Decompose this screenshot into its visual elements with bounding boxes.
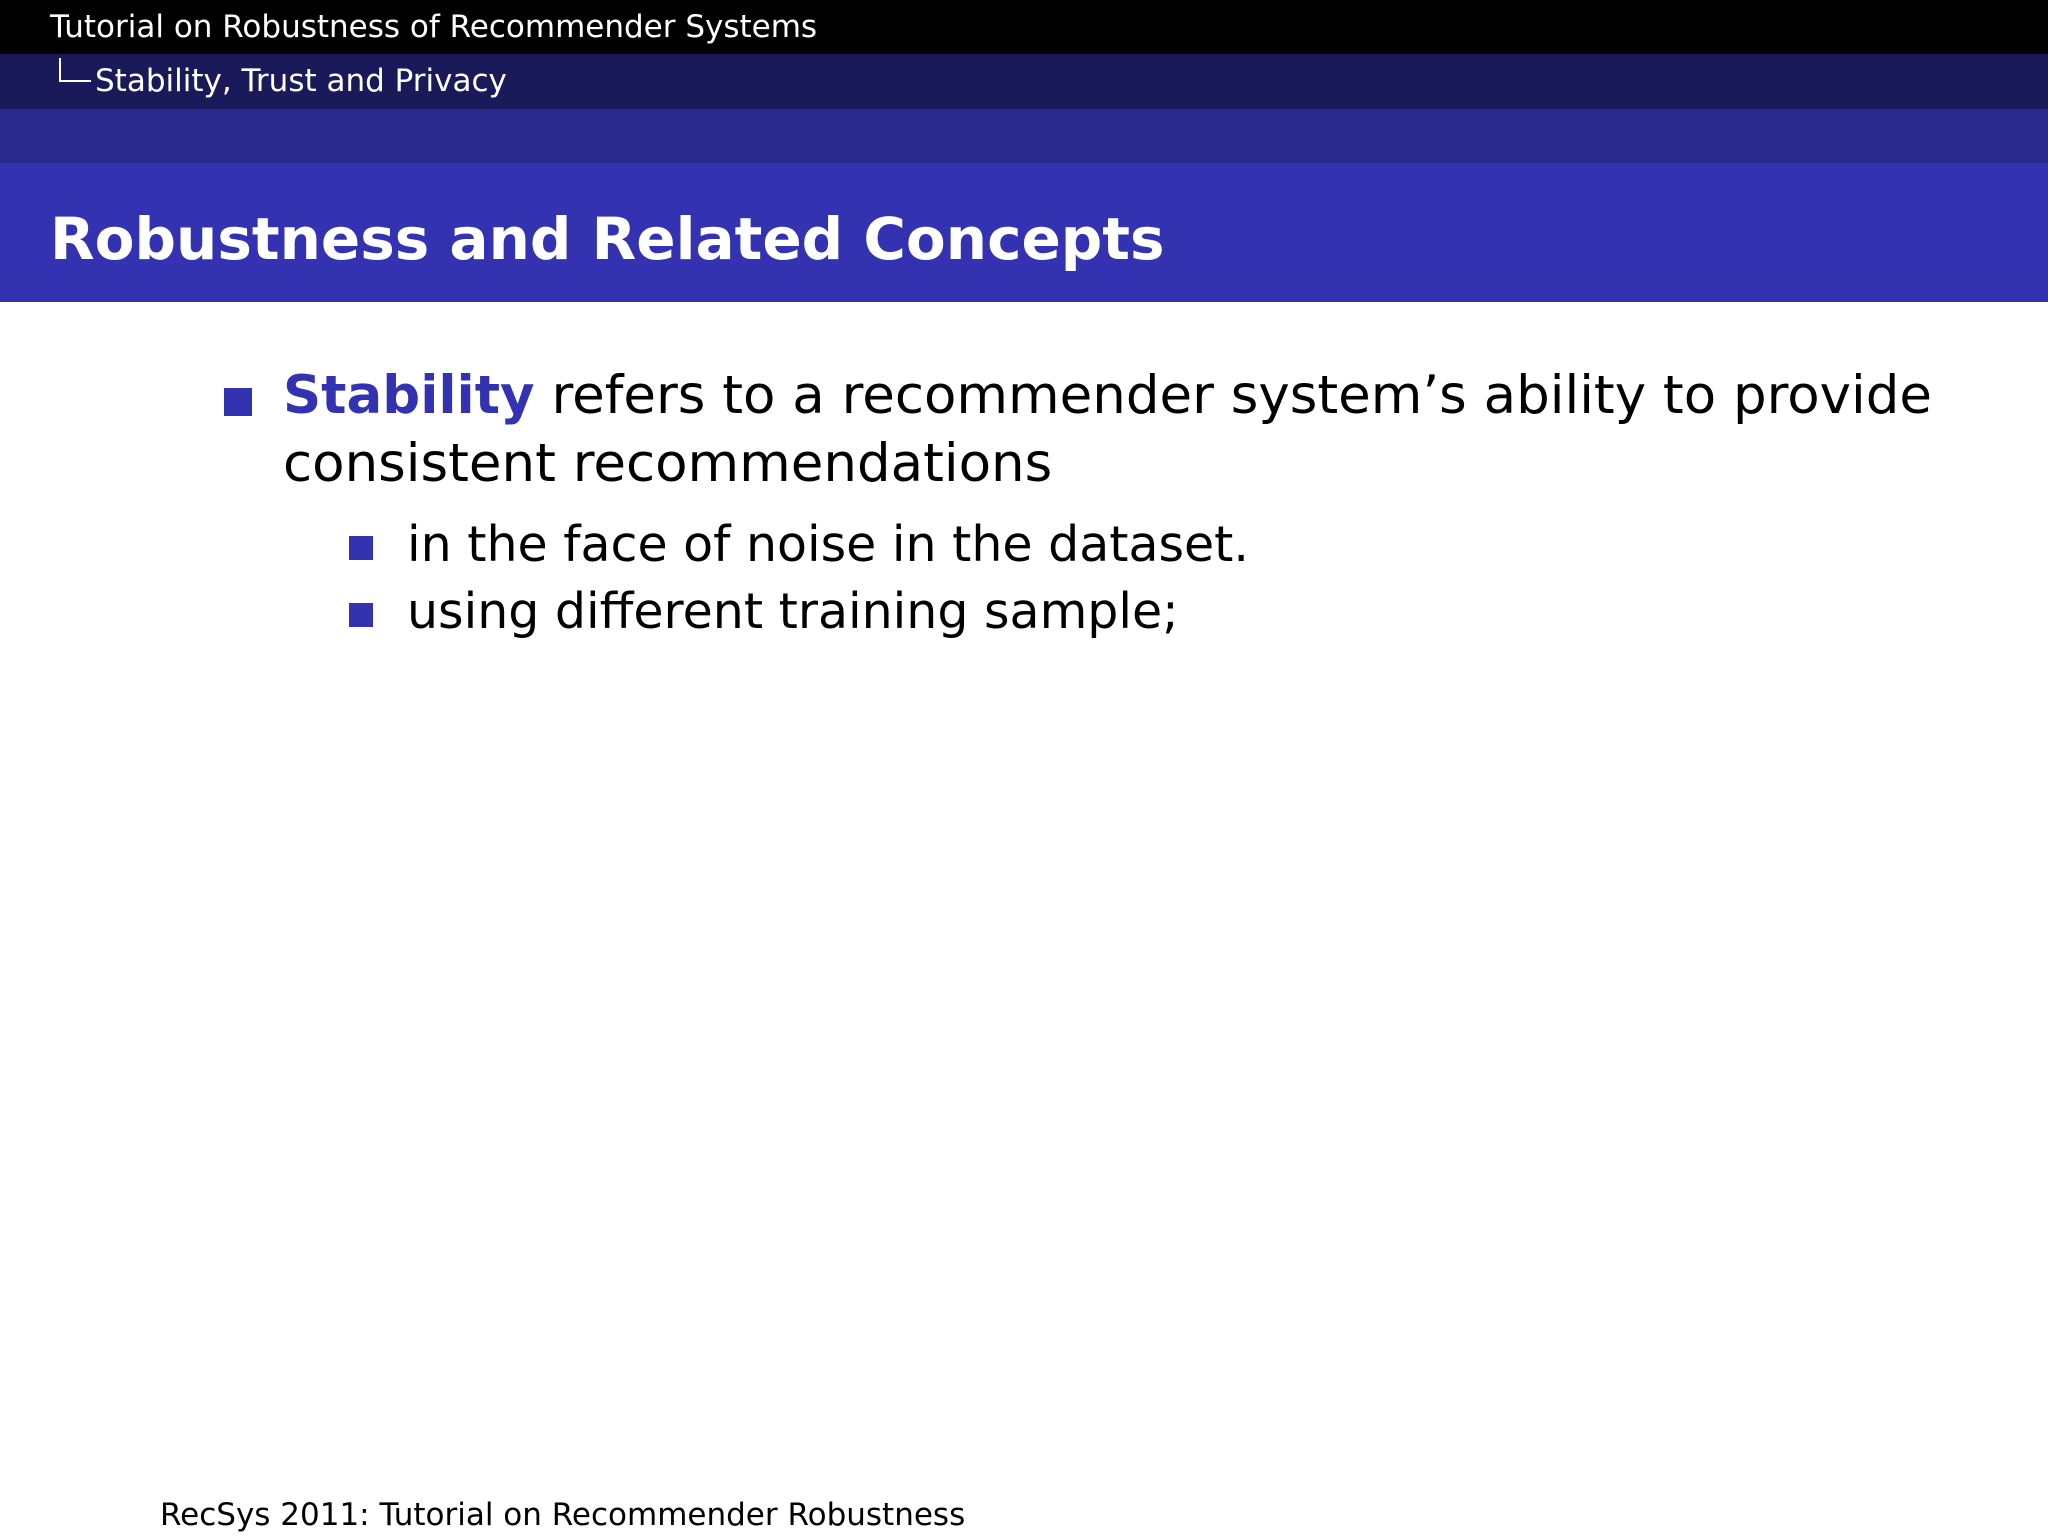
sub-list-item: in the face of noise in the dataset. xyxy=(407,516,1249,573)
square-bullet-icon xyxy=(349,536,373,560)
sub-list-item: using different training sample; xyxy=(407,583,1179,640)
section-title: Stability, Trust and Privacy xyxy=(95,63,507,99)
footer-text: RecSys 2011: Tutorial on Recommender Robustness xyxy=(160,1497,966,1533)
header-bar-spacer xyxy=(0,109,2048,163)
list-item xyxy=(283,362,1983,498)
highlighted-term: Stability xyxy=(283,365,535,426)
presentation-title: Tutorial on Robustness of Recommender Systems xyxy=(50,9,818,45)
tree-connector-icon xyxy=(59,58,91,82)
square-bullet-icon xyxy=(224,388,252,416)
list-item-text: refers to a recommender system’s ability to provide consistent recommendations xyxy=(283,365,1933,494)
square-bullet-icon xyxy=(349,603,373,627)
frame-title: Robustness and Related Concepts xyxy=(50,205,1165,273)
